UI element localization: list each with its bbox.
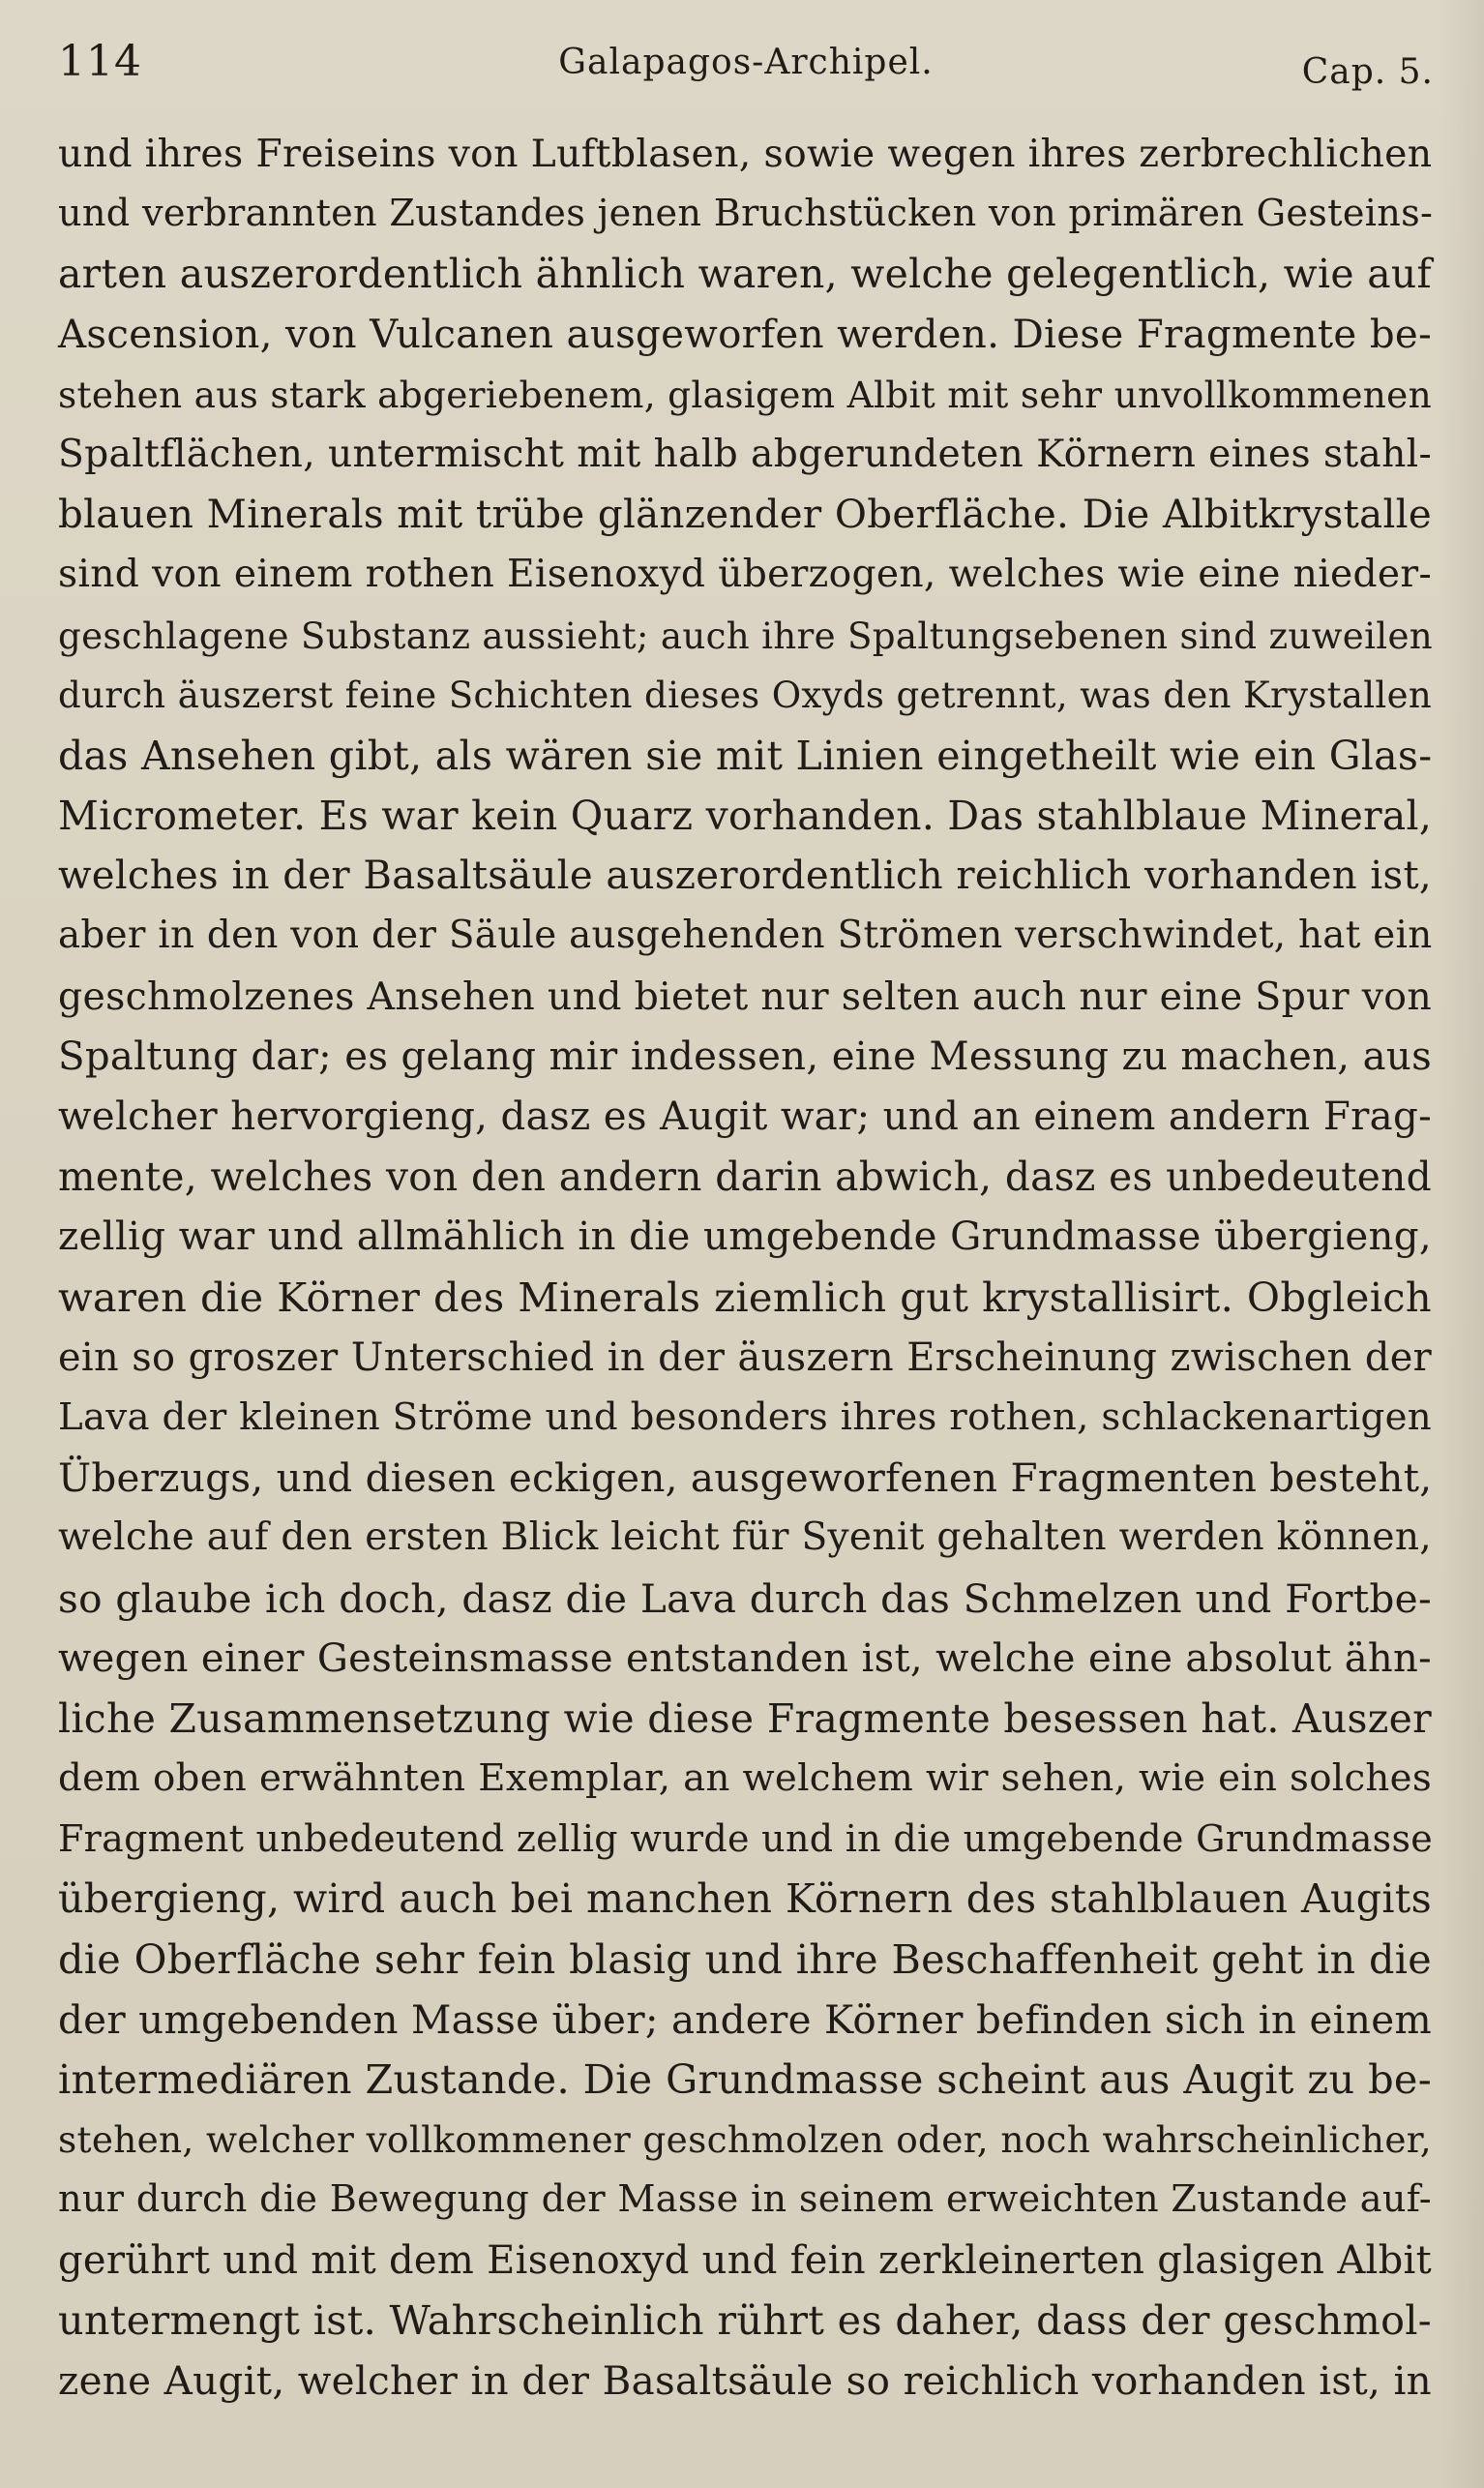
text-line: welcher hervorgieng, dasz es Augit war; und an einem andern Frag- (58, 1094, 1432, 1139)
text-line: nur durch die Bewegung der Masse in seinem erweichten Zustande auf- (58, 2178, 1432, 2222)
text-line: der umgebenden Masse über; andere Körner befinden sich in einem (58, 1995, 1432, 2043)
text-line: welche auf den ersten Blick leicht für Syenit gehalten werden können, (58, 1515, 1433, 1560)
text-line: zellig war und allmählich in die umgebende Grundmasse übergieng, (58, 1214, 1432, 1260)
text-line: und ihres Freiseins von Luftblasen, sowie wegen ihres zerbrechlichen (58, 132, 1433, 176)
text-line: geschlagene Substanz aussieht; auch ihre Spaltungsebenen sind zuweilen (58, 614, 1434, 657)
text-line: durch äuszerst feine Schichten dieses Oxyds getrennt, was den Krystallen (58, 674, 1432, 716)
text-line: ein so groszer Unterschied in der äuszern Erscheinung zwischen der (58, 1334, 1432, 1380)
text-line: Spaltung dar; es gelang mir indessen, eine Messung zu machen, aus (58, 1034, 1432, 1079)
text-line: intermediären Zustande. Die Grundmasse scheint aus Augit zu be- (58, 2056, 1432, 2103)
text-line: untermengt ist. Wahrscheinlich rührt es daher, dass der geschmol- (58, 2296, 1432, 2344)
text-line: so glaube ich doch, dasz die Lava durch das Schmelzen und Fortbe- (58, 1574, 1432, 1622)
text-line: blauen Minerals mit trübe glänzender Oberfläche. Die Albitkrystalle (58, 492, 1432, 538)
text-line: und verbrannten Zustandes jenen Bruchstücken von primären Gesteins- (58, 193, 1434, 236)
running-header (58, 29, 1434, 97)
text-line: Ascension, von Vulcanen ausgeworfen werden. Diese Fragmente be- (58, 311, 1432, 357)
text-line: zene Augit, welcher in der Basaltsäule so reichlich vorhanden ist, in (58, 2356, 1432, 2404)
text-line: waren die Körner des Minerals ziemlich gut krystallisirt. Obgleich (58, 1273, 1432, 1321)
text-line: wegen einer Gesteinsmasse entstanden ist, welche eine absolut ähn- (58, 1635, 1432, 1681)
text-line: Überzugs, und diesen eckigen, ausgeworfenen Fragmenten besteht, (58, 1454, 1433, 1502)
text-line: Spaltflächen, untermischt mit halb abgerundeten Körnern eines stahl- (58, 432, 1432, 476)
text-line: geschmolzenes Ansehen und bietet nur selten auch nur eine Spur von (58, 974, 1432, 1019)
text-line: sind von einem rothen Eisenoxyd überzogen, welches wie eine nieder- (58, 553, 1432, 597)
page-number: 114 (58, 37, 142, 86)
text-line: stehen, welcher vollkommener geschmolzen oder, noch wahrscheinlicher, (58, 2118, 1432, 2162)
text-line: übergieng, wird auch bei manchen Körnern des stahlblauen Augits (58, 1875, 1432, 1923)
text-line: aber in den von der Säule ausgehenden Strömen verschwindet, hat ein (58, 914, 1433, 958)
body-text (58, 124, 1432, 2411)
chapter-label: Cap. 5. (1301, 52, 1434, 92)
text-line: arten auszerordentlich ähnlich waren, welche gelegentlich, wie auf (58, 251, 1432, 298)
running-title: Galapagos-Archipel. (558, 43, 934, 82)
text-line: welches in der Basaltsäule auszerordentlich reichlich vorhanden ist, (58, 854, 1432, 899)
text-line: die Oberfläche sehr fein blasig und ihre Beschaffenheit geht in die (58, 1935, 1432, 1983)
text-line: Fragment unbedeutend zellig wurde und in die umgebende Grundmasse (58, 1817, 1434, 1861)
text-line: Micrometer. Es war kein Quarz vorhanden. Das stahlblaue Mineral, (58, 793, 1433, 840)
text-line: dem oben erwähnten Exemplar, an welchem wir sehen, wie ein solches (58, 1756, 1432, 1801)
text-line: Lava der kleinen Ströme und besonders ihres rothen, schlackenartigen (58, 1394, 1432, 1439)
text-line: das Ansehen gibt, als wären sie mit Linien eingetheilt wie ein Glas- (58, 732, 1433, 779)
text-line: stehen aus stark abgeriebenem, glasigem Albit mit sehr unvollkommenen (58, 373, 1432, 416)
text-line: liche Zusammensetzung wie diese Fragmente besessen hat. Auszer (58, 1694, 1432, 1742)
text-line: mente, welches von den andern darin abwich, dasz es unbedeutend (58, 1154, 1432, 1201)
text-line: gerührt und mit dem Eisenoxyd und fein zerkleinerten glasigen Albit (58, 2237, 1432, 2283)
